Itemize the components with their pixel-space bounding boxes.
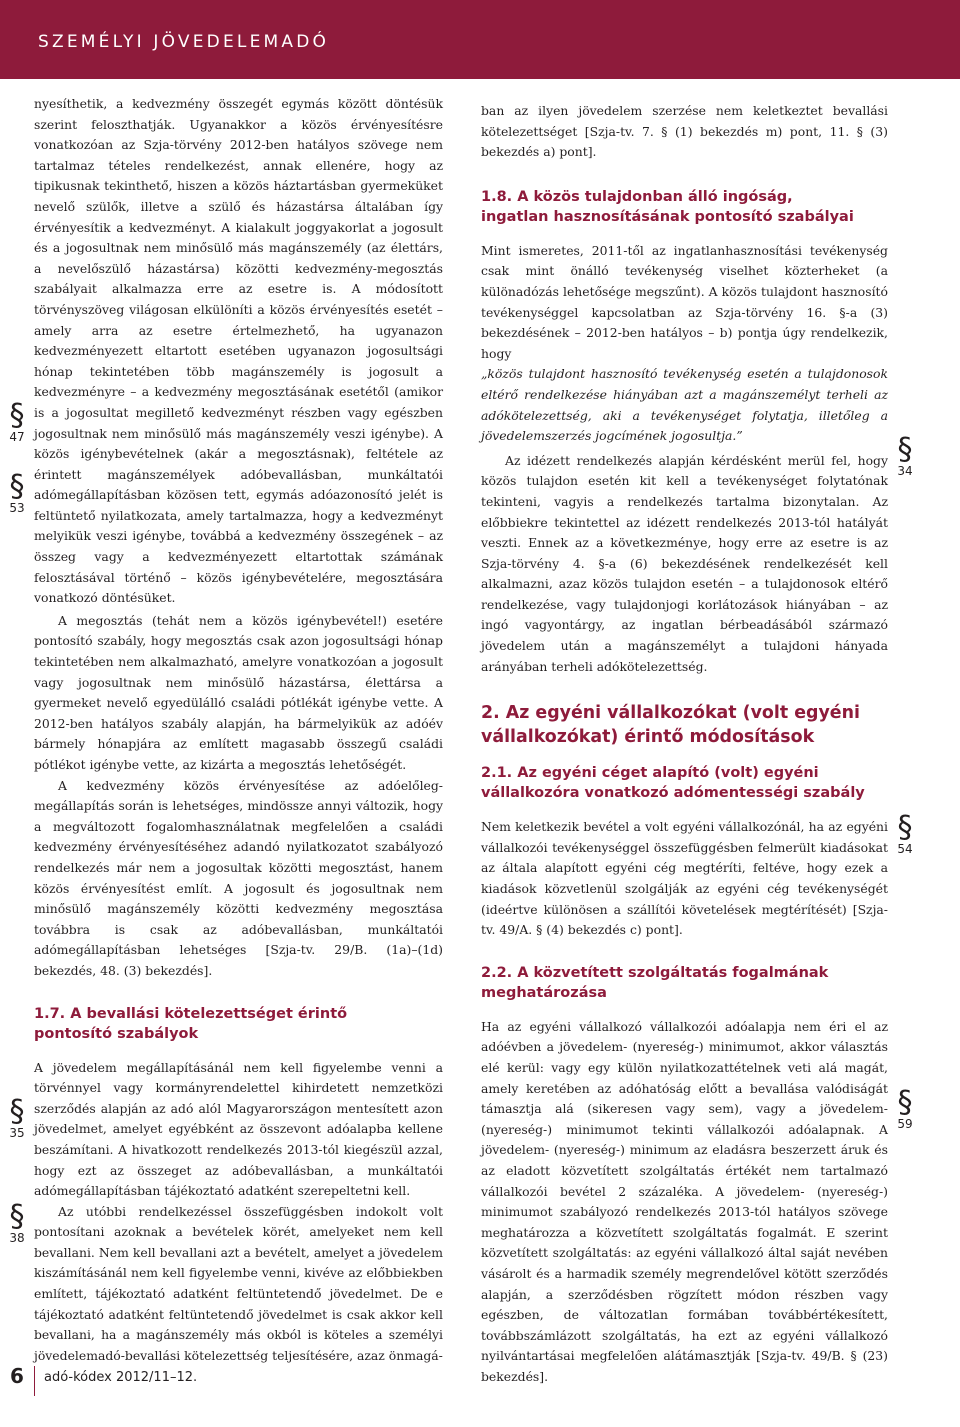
section-sign-icon: § <box>897 1085 913 1120</box>
ref-number: 47 <box>9 430 25 444</box>
heading-2-line1: 2. Az egyéni vállalkozókat (volt egyéni <box>481 703 860 724</box>
right-quote: „közös tulajdont hasznosító tevékenység esetén a tulajdonosok eltérő rendelkezése hiányában azt a magánszemélyt terheli az adókötelezettség, aki a tevékenységet folytatja, illetőleg a jövedelemszerzés jogcímének jogosultja.” <box>481 366 888 444</box>
left-paragraph-4: A jövedelem megállapításánál nem kell figyelembe venni a törvénnyel vagy kormányrendelettel kihirdetett nemzetközi szerződés alapján az adó alól Magyarországon mentesített azon jövedelmet, amelyet egyébként az összevont adóalapba kellene beszámítani. A hivatkozott rendelkezés 2013-tól kiegészül azzal, hogy ezt az összeget az adóbevallásban, a munkáltatói adómegállapításban tájékoztató adatként szerepeltetni kell. <box>34 1059 443 1199</box>
heading-2-1 <box>481 763 888 803</box>
section-sign-icon: § <box>9 1199 25 1234</box>
paragraph-ref-54 <box>894 810 916 856</box>
right-paragraph-4: Nem keletkezik bevétel a volt egyéni vállalkozónál, ha az egyéni vállalkozói tevékenységgel összefüggésben felmerült kiadásokat az általa alapított egyéni cég megtéríti, feltéve, hogy ezek a kiadások közvetlenül szolgálják az egyéni cég tevékenységét (ideértve különösen a szállítói követelések megtérítését) [Szja-tv. 49/A. § (4) bekezdés c) pont]. <box>481 819 888 938</box>
paragraph-ref-34 <box>894 432 916 478</box>
left-paragraph-2: A megosztás (tehát nem a közös igénybevétel!) esetére pontosító szabály, hogy megosztás csak azon jogosultsági hónap tekintetében nem alkalmazható, amelyre vonatkozóan a jogosult vagy jogosultnak nem minősülő házastársa, élettársa a gyermeket nevelő egyedülálló családi pótlékát igénybe vette. A 2012-ben hatályos szabály alapján, ha bármelyikük az adóév bármely hónapjára az említett magasabb összegű családi pótlékot igénybe vette, az kizárta a megosztás lehetőségét. <box>34 612 443 772</box>
ref-number: 53 <box>9 501 25 515</box>
heading-2 <box>481 701 888 749</box>
heading-2-2-line2: meghatározása <box>481 984 607 1001</box>
heading-2-2 <box>481 963 888 1003</box>
ref-number: 59 <box>897 1117 913 1131</box>
heading-1-8-line1: 1.8. A közös tulajdonban álló ingóság, <box>481 188 793 205</box>
right-column <box>481 101 888 1388</box>
paragraph-ref-35 <box>6 1094 28 1140</box>
heading-2-1-line2: vállalkozóra vonatkozó adómentességi szabály <box>481 785 865 802</box>
heading-2-line2: vállalkozókat) érintő módosítások <box>481 727 815 748</box>
right-paragraph-1: ban az ilyen jövedelem szerzése nem keletkeztet bevallási kötelezettséget [Szja-tv. 7. § (1) bekezdés m) pont, 11. § (3) bekezdés a) pont]. <box>481 103 888 160</box>
page-number: 6 <box>10 1364 24 1388</box>
ref-number: 38 <box>9 1231 25 1245</box>
right-paragraph-3: Az idézett rendelkezés alapján kérdésként merül fel, hogy közös tulajdon esetén kit kell a tevékenységet folytatónak tekinteni, vagyis a rendelkezés tartalma bizonytalan. Az előbbiekre tekintettel az idézett rendelkezés 2013-tól hatályát veszti. Ennek az a következménye, hogy erre az esetre is az Szja-törvény 4. §-a (6) bekezdésének rendelkezését kell alkalmazni, azaz közös tulajdon esetén – a tulajdonosok eltérő rendelkezése, vagy tulajdonjogi korlátozások hiányában – az ingó vagyontárgy, az ingatlan bérbeadásából származó jövedelem után a magánszemélyt a tulajdoni hányada arányában terheli adókötelezettség. <box>481 452 888 674</box>
heading-2-2-line1: 2.2. A közvetített szolgáltatás fogalmának <box>481 964 829 981</box>
paragraph-ref-38 <box>6 1199 28 1245</box>
section-sign-icon: § <box>897 432 913 467</box>
heading-1-7-line2: pontosító szabályok <box>34 1025 199 1042</box>
section-title: SZEMÉLYI JÖVEDELEMADÓ <box>38 32 330 52</box>
section-sign-icon: § <box>9 1094 25 1129</box>
ref-number: 35 <box>9 1126 25 1140</box>
heading-1-8 <box>481 187 888 227</box>
right-paragraph-2: Mint ismeretes, 2011-től az ingatlanhasznosítási tevékenység csak mint önálló tevékenység viselhet közterheket (a különadózás lehetősége megszűnt). A közös tulajdont hasznosító tevékenységgel kapcsolatban az Szja-törvény 16. §-a (3) bekezdésének – 2012-ben hatályos – b) pontja úgy rendelkezik, hogy <box>481 242 888 361</box>
heading-1-7-line1: 1.7. A bevallási kötelezettséget érintő <box>34 1005 348 1022</box>
ref-number: 34 <box>897 464 913 478</box>
paragraph-ref-53 <box>6 469 28 515</box>
left-paragraph-1: nyesíthetik, a kedvezmény összegét egymás között döntésük szerint feloszthatják. Ugyanakkor a közös érvényesítésre vonatkozóan az Szja-törvény 2012-ben hatályos szövege nem tartalmaz tételes rendelkezést, annak ellenére, hogy az tipikusnak tekinthető, hiszen a közös háztartásban gyermeküket nevelő szülők, illetve a szülő és házastársa általában így érvényesítik a kedvezményt. A kialakult joggyakorlat a jogosult és a jogosultnak nem minősülő más magánszemély (az élettárs, a nevelőszülő házastársa) közötti kedvezmény-megosztás szabályait alkalmazza erre az esetre is. A módosított törvényszöveg világosan elkülöníti a közös érvényesítés esetét – amely arra az esetre értelmezhető, ha ugyanazon kedvezményezett eltartott esetében ugyanazon jogosultsági hónap tekintetében több magánszemély is jogosult a kedvezményre – a kedvezmény megosztásának esetétől (amikor is a jogosultat megillető kedvezményt részben vagy egészben jogosultnak nem minősülő más magánszemély veszi igénybe). A közös igénybevételnek (akár a megosztásnak), feltétele az érintett magánszemélyek adóbevallásban, munkáltatói adómegállapításban közösen tett, egymás adóazonosító jelét is feltüntető nyilatkozata, amely tartalmazza, hogy a kedvezményt melyikük veszi igénybe, továbbá a kedvezmény összegének – az összeg vagy a kedvezményezett eltartottak számának felosztásával történő – közös igénybevételére, megosztására vonatkozó döntésüket. <box>34 96 443 606</box>
heading-2-1-line1: 2.1. Az egyéni céget alapító (volt) egyéni <box>481 765 819 782</box>
left-paragraph-3: A kedvezmény közös érvényesítése az adóelőleg-megállapítás során is lehetséges, mindössze annyi változik, hogy a megváltozott fogalomhasználatnak megfelelően a családi kedvezmény érvényesítéséhez adandó nyilatkozatot szabályozó rendelkezés már nem a jogosultak közötti megosztást, hanem közös érvényesítést említ. A jogosult és jogosultnak nem minősülő magánszemély közötti kedvezmény megosztása továbbra is csak az adóbevallásban, munkáltatói adómegállapításban lehetséges [Szja-tv. 29/B. (1a)–(1d) bekezdés, 48. (3) bekezdés]. <box>34 777 443 978</box>
ref-number: 54 <box>897 842 913 856</box>
section-sign-icon: § <box>9 398 25 433</box>
left-paragraph-5: Az utóbbi rendelkezéssel összefüggésben indokolt volt pontosítani azoknak a bevételek körét, amelyeket nem kell bevallani. Nem kell bevallani azt a bevételt, amelyet a jövedelem kiszámításánál nem kell figyelembe venni, kivéve az előbbiekben említett, tájékoztató adatként feltüntetendő jövedelmet. De e tájékoztató adatként feltüntetendő jövedelmet is csak akkor kell bevallani, ha a magánszemély más okból is köteles a személyi jövedelemadó-bevallási kötelezettség teljesítésére, azaz önmagá- <box>34 1203 443 1363</box>
publication-issue: adó-kódex 2012/11–12. <box>44 1370 198 1385</box>
paragraph-ref-47 <box>6 398 28 444</box>
paragraph-ref-59 <box>894 1085 916 1131</box>
footer-divider <box>34 1366 35 1396</box>
section-sign-icon: § <box>897 810 913 845</box>
heading-1-8-line2: ingatlan hasznosításának pontosító szabályai <box>481 208 854 225</box>
section-sign-icon: § <box>9 469 25 504</box>
heading-1-7 <box>34 1004 443 1044</box>
right-paragraph-5: Ha az egyéni vállalkozó vállalkozói adóalapja nem éri el az adóévben a jövedelem- (nyereség-) minimumot, akkor választás elé kerül: vagy egy külön nyilatkozattételnek veti alá magát, amely keretében az adóhatóság előtt a bevallása valódiságát támasztja alá (sikeresen vagy sem), vagy a jövedelem- (nyereség-) minimumot tekinti vállalkozói adóalapnak. A jövedelem- (nyereség-) minimum az eladásra beszerzett áruk és az eladott közvetített szolgáltatás értékét nem tartalmazó vállalkozói bevétel 2 százaléka. A jövedelem- (nyereség-) minimumot szabályozó rendelkezés 2013-tól hatályos szövege meghatározza a közvetített szolgáltatás fogalmát. E szerint közvetített szolgáltatás: az egyéni vállalkozó által saját nevében vásárolt és a harmadik személy megrendelővel kötött szerződés alapján, a szerződésben rögzített módon részben vagy egészben, de változatlan formában továbbértékesített, továbbszámlázott szolgáltatás, ha ezt az egyéni vállalkozó nyilvántartásai megfelelően alátámasztják [Szja-tv. 49/B. § (23) bekezdés]. <box>481 1018 888 1384</box>
header-bar <box>0 0 960 79</box>
left-column <box>34 94 443 1366</box>
